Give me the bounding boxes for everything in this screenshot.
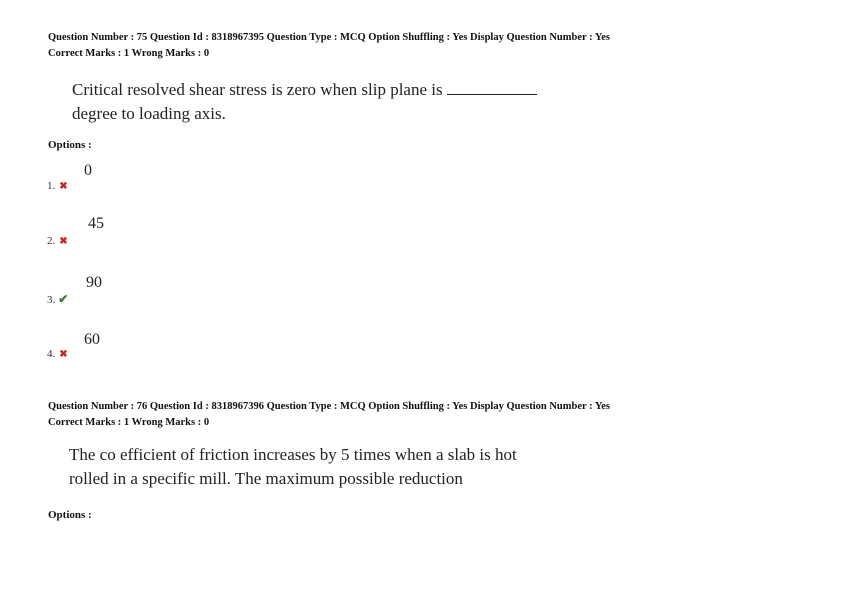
q75-option-1	[47, 180, 68, 192]
q75-question-text-line2: degree to loading axis.	[72, 104, 226, 123]
q75-question-text: Critical resolved shear stress is zero when slip plane is	[72, 80, 443, 99]
q75-option-3	[47, 292, 68, 307]
q76-meta-line2: Correct Marks : 1 Wrong Marks : 0	[48, 417, 210, 428]
q75-meta-line2: Correct Marks : 1 Wrong Marks : 0	[48, 48, 210, 59]
q75-option-2-value: 45	[88, 215, 104, 232]
wrong-cross-icon: ✖	[59, 349, 68, 360]
q75-option-4	[47, 348, 68, 360]
q75-options-label: Options :	[48, 139, 92, 151]
q75-option-1-value: 0	[84, 162, 92, 179]
q75-question-text-line1	[72, 78, 537, 102]
correct-check-icon: ✔	[58, 292, 69, 306]
wrong-cross-icon: ✖	[59, 236, 68, 247]
q75-option-4-number: 4.	[47, 348, 56, 360]
q75-option-1-number: 1.	[47, 180, 56, 192]
q76-options-label: Options :	[48, 509, 92, 521]
q76-meta-line1: Question Number : 76 Question Id : 8318967396 Question Type : MCQ Option Shuffling : Yes Display Question Number : Yes	[48, 401, 611, 412]
q75-option-4-value: 60	[84, 331, 100, 348]
answer-blank	[447, 80, 537, 95]
q76-question-text-line2: rolled in a specific mill. The maximum possible reduction	[69, 469, 463, 488]
q75-option-2	[47, 235, 68, 247]
q75-option-3-value: 90	[86, 274, 102, 291]
q75-meta-line1: Question Number : 75 Question Id : 8318967395 Question Type : MCQ Option Shuffling : Yes Display Question Number : Yes	[48, 32, 611, 43]
wrong-cross-icon: ✖	[59, 181, 68, 192]
q76-question-text-line1: The co efficient of friction increases by 5 times when a slab is hot	[69, 445, 517, 464]
q75-option-3-number: 3.	[47, 294, 56, 306]
q75-option-2-number: 2.	[47, 235, 56, 247]
